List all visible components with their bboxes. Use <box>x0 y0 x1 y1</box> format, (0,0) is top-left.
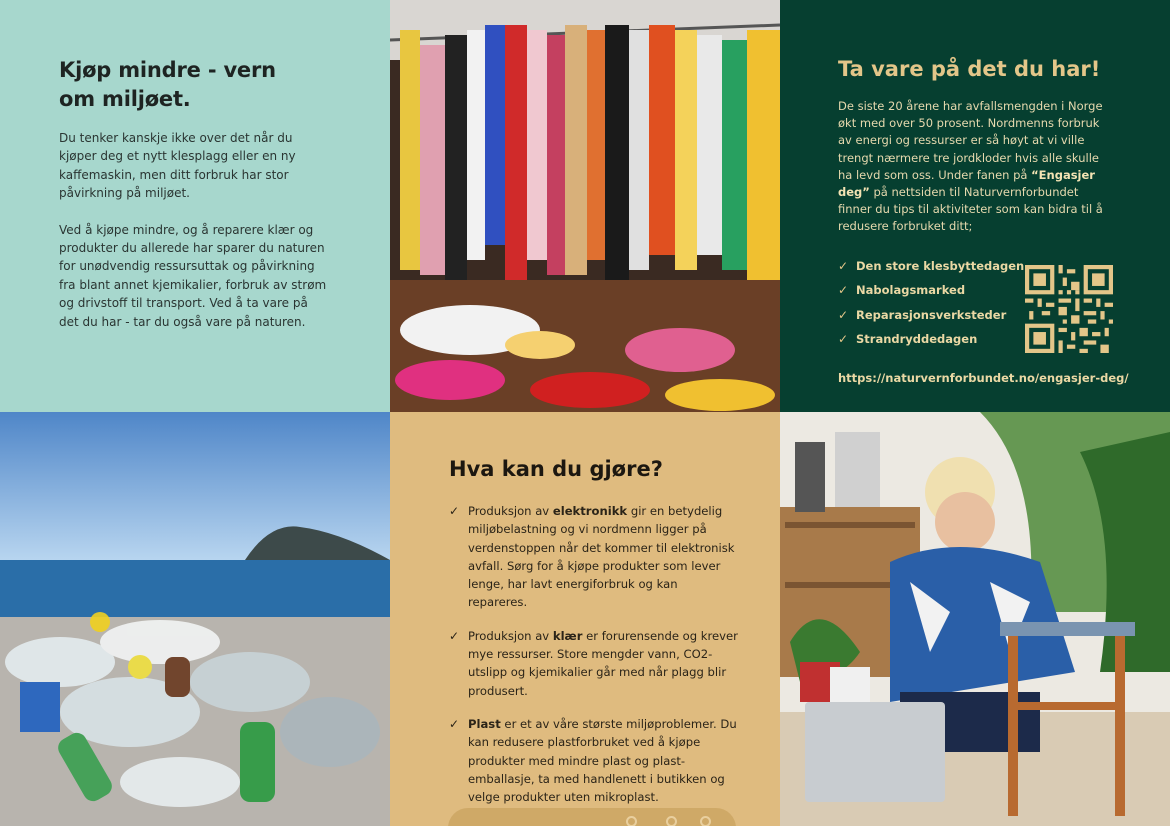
actions-heading: Hva kan du gjøre? <box>449 457 663 481</box>
intro-panel <box>0 0 390 412</box>
intro-heading: Kjøp mindre - vern om miljøet. <box>59 58 276 111</box>
dot-icon <box>626 816 637 826</box>
check-icon: ✓ <box>449 504 460 518</box>
actions-panel <box>390 412 780 826</box>
care-intro-text-b: på nettsiden til Naturvernforbundet finner du tips til aktiviteter som kan bidra til å redusere forbruket ditt; <box>838 185 1103 234</box>
care-intro-tab-name: “Engasjer deg” <box>838 167 1095 200</box>
intro-paragraph-1: Du tenker kanskje ikke over det når du kjøper deg et nytt klesplagg eller en ny kaffemaskin, men ditt forbruk har stor påvirkning på miljøet. <box>59 131 296 201</box>
actions-list <box>449 502 740 806</box>
care-heading: Ta vare på det du har! <box>838 57 1101 81</box>
check-icon: ✓ <box>838 332 849 347</box>
clothes-rack-photo <box>390 0 780 412</box>
website-link[interactable]: https://naturvernforbundet.no/engasjer-deg/ <box>838 371 1129 385</box>
dot-icon <box>700 816 711 826</box>
care-intro <box>838 98 1113 236</box>
check-icon: ✓ <box>838 258 849 273</box>
check-icon: ✓ <box>838 307 849 322</box>
beach-plastic-photo <box>0 412 390 826</box>
action-text: Produksjon av klær er forurensende og krever mye ressurser. Store mengder vann, CO2-utslipp og kjemikalier går med når plagg blir produsert. <box>468 628 738 698</box>
check-icon: ✓ <box>449 628 460 643</box>
action-item <box>449 627 740 700</box>
dot-icon <box>666 816 677 826</box>
repair-home-photo <box>780 412 1170 826</box>
action-text: Produksjon av elektronikk gir en betydelig miljøbelastning og vi nordmenn ligger på verdenstoppen når det kommer til elektronisk avfall. Sørg for å kjøpe produkter som lever lenge, har lavt energiforbruk og kan repareres. <box>468 504 735 610</box>
qr-code-icon <box>1025 265 1113 353</box>
check-icon: ✓ <box>838 283 849 298</box>
activity-label: Nabolagsmarked <box>856 283 966 298</box>
bottom-pill-bar <box>448 808 736 826</box>
intro-paragraph-2: Ved å kjøpe mindre, og å reparere klær og produkter du allerede har sparer du naturen for unødvendig ressursuttak og påvirkning fra blant annet kjemikalier, forbruk av strøm og drivstoff til transport. Ved å ta vare på det du har - tar du også vare på naturen. <box>59 222 327 329</box>
activity-label: Reparasjonsverksteder <box>856 307 1007 322</box>
action-item <box>449 502 740 612</box>
activity-label: Strandryddedagen <box>856 332 978 347</box>
activity-label: Den store klesbyttedagen <box>856 258 1025 273</box>
check-icon: ✓ <box>449 716 460 731</box>
care-intro-text-a: De siste 20 årene har avfallsmengden i Norge økt med over 50 prosent. Nordmenns forbruk av energi og ressurser er så høyt at vi ville trengt nærmere tre jordkloder hvis alle skulle ha levd som oss. Under fanen på <box>838 99 1103 182</box>
action-item <box>449 715 740 806</box>
action-text: Plast er et av våre største miljøproblemer. Du kan redusere plastforbruket ved å kjøpe produkter med mindre plast og plast-emballasje, ta med handlenett i butikken og velge produkter uten mikroplast. <box>468 716 737 805</box>
